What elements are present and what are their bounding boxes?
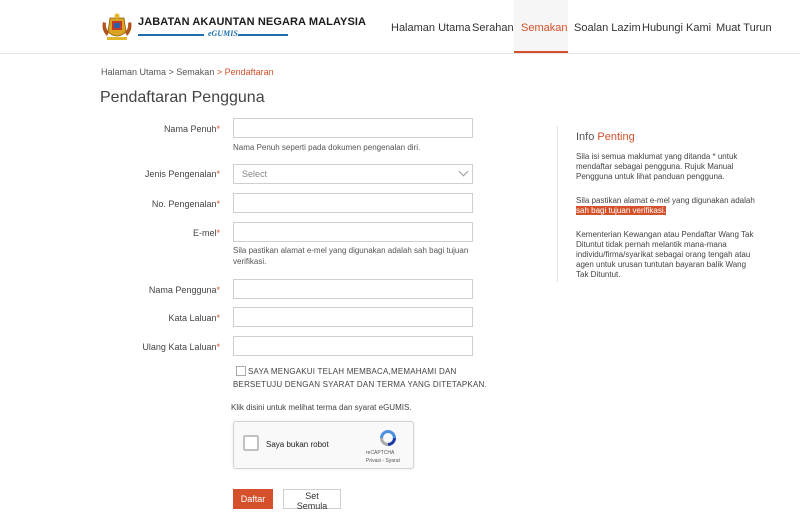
nav-contact[interactable]: Hubungi Kami xyxy=(642,22,712,34)
breadcrumb-home[interactable]: Halaman Utama xyxy=(101,67,167,77)
info-paragraph: Kementerian Kewangan atau Pendaftar Wang Tak Dituntut tidak pernah melantik mana-mana individu/firma/syarikat sebagai orang tengah atau agen untuk urusan tuntutan bayaran balik Wang Tak Dituntut. xyxy=(576,230,754,279)
recaptcha-widget xyxy=(233,421,414,469)
confirm-password-label: Ulang Kata Laluan* xyxy=(142,342,220,352)
site-header xyxy=(0,0,800,54)
confirm-password-input[interactable] xyxy=(233,336,473,356)
nav-download[interactable]: Muat Turun xyxy=(716,22,772,34)
breadcrumb-separator: > xyxy=(166,67,177,77)
email-hint: Sila pastikan alamat e-mel yang digunakan adalah sah bagi tujuan verifikasi. xyxy=(233,246,469,266)
id-number-input[interactable] xyxy=(233,193,473,213)
email-input[interactable] xyxy=(233,222,473,242)
recaptcha-brand: reCAPTCHA xyxy=(366,450,395,456)
id-type-label: Jenis Pengenalan* xyxy=(144,169,220,179)
logo-subtitle: eGUMIS xyxy=(208,29,238,38)
terms-link[interactable]: Klik disini untuk melihat terma dan syarat eGUMIS. xyxy=(231,403,412,412)
chevron-down-icon xyxy=(459,167,469,177)
full-name-label: Nama Penuh* xyxy=(163,124,220,134)
nav-submission[interactable]: Serahan xyxy=(472,22,514,34)
id-type-selected: Select xyxy=(242,169,268,179)
agree-text: SAYA MENGAKUI TELAH MEMBACA,MEMAHAMI DAN BERSETUJU DENGAN SYARAT DAN TERMA YANG DITETAPKAN. xyxy=(233,367,487,389)
id-number-label: No. Pengenalan* xyxy=(151,199,220,209)
nav-check[interactable]: Semakan xyxy=(521,22,568,34)
recaptcha-terms-link[interactable]: Privasi - Syarat xyxy=(366,458,400,464)
info-title: Info Penting xyxy=(576,131,635,143)
logo-title: JABATAN AKAUNTAN NEGARA MALAYSIA xyxy=(138,16,367,28)
recaptcha-checkbox[interactable] xyxy=(243,435,259,451)
id-type-select[interactable] xyxy=(233,164,473,184)
nav-home[interactable]: Halaman Utama xyxy=(391,22,471,34)
full-name-hint: Nama Penuh seperti pada dokumen pengenalan diri. xyxy=(233,143,421,152)
recaptcha-label: Saya bukan robot xyxy=(266,440,329,449)
reset-button[interactable]: Set Semula xyxy=(283,489,341,509)
password-input[interactable] xyxy=(233,307,473,327)
email-label: E-mel* xyxy=(192,228,220,238)
breadcrumb-current: Pendaftaran xyxy=(224,67,274,77)
breadcrumb-check[interactable]: Semakan xyxy=(176,67,215,77)
info-paragraph: Sila pastikan alamat e-mel yang digunakan adalah sah bagi tujuan verifikasi. xyxy=(576,196,755,215)
page-title: Pendaftaran Pengguna xyxy=(100,89,265,106)
logo-divider xyxy=(138,34,204,36)
site-logo[interactable] xyxy=(100,12,367,44)
nav-faq[interactable]: Soalan Lazim xyxy=(574,22,641,34)
username-input[interactable] xyxy=(233,279,473,299)
breadcrumb-separator: > xyxy=(214,67,225,77)
username-label: Nama Pengguna* xyxy=(148,285,220,295)
info-panel xyxy=(557,126,758,282)
info-highlight: sah bagi tujuan verifikasi. xyxy=(576,206,666,215)
logo-divider xyxy=(238,34,288,36)
recaptcha-logo-icon xyxy=(378,428,398,448)
breadcrumb xyxy=(101,67,274,77)
password-label: Kata Laluan* xyxy=(168,313,220,323)
register-button[interactable]: Daftar xyxy=(233,489,273,509)
coat-of-arms-icon xyxy=(100,12,134,44)
full-name-input[interactable] xyxy=(233,118,473,138)
info-paragraph: Sila isi semua maklumat yang ditanda * untuk mendaftar sebagai pengguna. Rujuk Manual Pengguna untuk lihat panduan pengguna. xyxy=(576,152,738,181)
